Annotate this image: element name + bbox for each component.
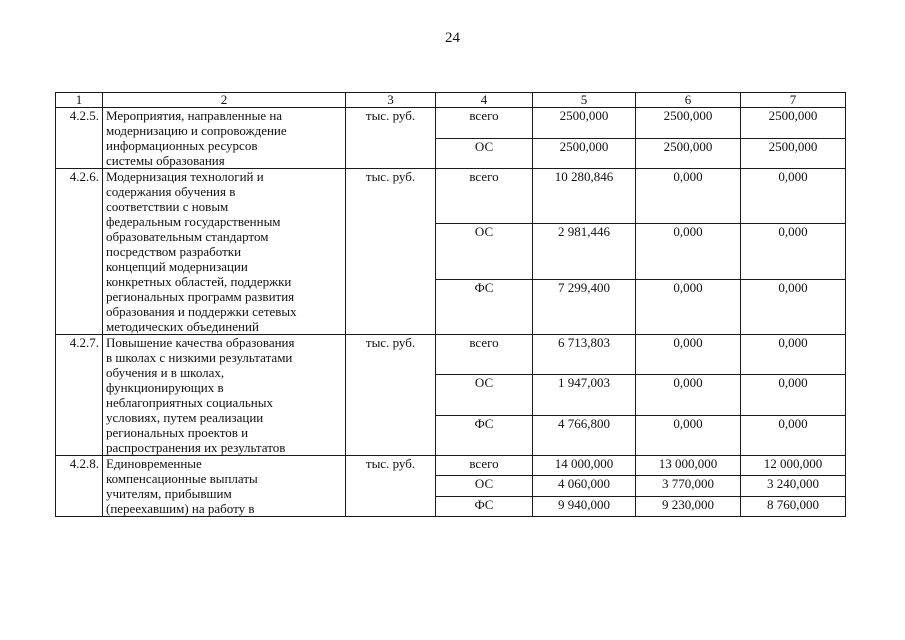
description-line: компенсационные выплаты bbox=[106, 471, 258, 486]
value-col7: 0,000 bbox=[741, 224, 846, 279]
header-cell: 3 bbox=[346, 93, 436, 108]
description-line: образования и поддержки сетевых bbox=[106, 304, 297, 319]
item-number: 4.2.7. bbox=[56, 335, 103, 456]
description-line: информационных ресурсов bbox=[106, 138, 258, 153]
value-col6: 2500,000 bbox=[636, 138, 741, 169]
value-col5: 1 947,003 bbox=[533, 375, 636, 415]
value-col5: 10 280,846 bbox=[533, 169, 636, 224]
header-cell: 6 bbox=[636, 93, 741, 108]
description-line: региональных программ развития bbox=[106, 289, 295, 304]
value-col5: 6 713,803 bbox=[533, 335, 636, 375]
value-col6: 0,000 bbox=[636, 375, 741, 415]
funding-source: всего bbox=[436, 108, 533, 139]
description-line: функционирующих в bbox=[106, 380, 224, 395]
description-line: Повышение качества образования bbox=[106, 335, 295, 350]
description-line: учителям, прибывшим bbox=[106, 486, 232, 501]
value-col7: 0,000 bbox=[741, 375, 846, 415]
description-line: Единовременные bbox=[106, 456, 202, 471]
value-col5: 2500,000 bbox=[533, 138, 636, 169]
value-col5: 2 981,446 bbox=[533, 224, 636, 279]
description-line: содержания обучения в bbox=[106, 184, 236, 199]
value-col6: 0,000 bbox=[636, 169, 741, 224]
description-line: конкретных областей, поддержки bbox=[106, 274, 292, 289]
description-line: в школах с низкими результатами bbox=[106, 350, 293, 365]
budget-table bbox=[55, 92, 846, 517]
funding-source: ОС bbox=[436, 224, 533, 279]
description-line: концепций модернизации bbox=[106, 259, 248, 274]
table-row bbox=[56, 456, 846, 476]
value-col5: 4 766,800 bbox=[533, 415, 636, 455]
value-col6: 13 000,000 bbox=[636, 456, 741, 476]
header-cell: 7 bbox=[741, 93, 846, 108]
funding-source: ФС bbox=[436, 496, 533, 516]
item-description bbox=[103, 456, 346, 517]
description-line: соответствии с новым bbox=[106, 199, 229, 214]
header-cell: 4 bbox=[436, 93, 533, 108]
funding-source: всего bbox=[436, 456, 533, 476]
funding-source: всего bbox=[436, 169, 533, 224]
value-col6: 0,000 bbox=[636, 224, 741, 279]
page-number: 24 bbox=[445, 30, 460, 46]
value-col6: 2500,000 bbox=[636, 108, 741, 139]
value-col5: 7 299,400 bbox=[533, 279, 636, 334]
table-row bbox=[56, 335, 846, 375]
header-cell: 1 bbox=[56, 93, 103, 108]
table-row bbox=[56, 169, 846, 224]
table-row bbox=[56, 108, 846, 139]
item-unit: тыс. руб. bbox=[346, 456, 436, 517]
item-description bbox=[103, 335, 346, 456]
value-col7: 2500,000 bbox=[741, 138, 846, 169]
value-col6: 0,000 bbox=[636, 335, 741, 375]
description-line: модернизацию и сопровождение bbox=[106, 123, 287, 138]
description-line: распространения их результатов bbox=[106, 440, 286, 455]
value-col7: 0,000 bbox=[741, 169, 846, 224]
value-col7: 0,000 bbox=[741, 279, 846, 334]
value-col7: 2500,000 bbox=[741, 108, 846, 139]
table-header-row bbox=[56, 93, 846, 108]
description-line: региональных проектов и bbox=[106, 425, 249, 440]
description-line: Модернизация технологий и bbox=[106, 169, 264, 184]
value-col5: 4 060,000 bbox=[533, 476, 636, 496]
item-description bbox=[103, 108, 346, 169]
value-col7: 3 240,000 bbox=[741, 476, 846, 496]
item-unit: тыс. руб. bbox=[346, 335, 436, 456]
description-line: условиях, путем реализации bbox=[106, 410, 264, 425]
value-col6: 3 770,000 bbox=[636, 476, 741, 496]
funding-source: всего bbox=[436, 335, 533, 375]
funding-source: ОС bbox=[436, 138, 533, 169]
value-col6: 0,000 bbox=[636, 279, 741, 334]
value-col7: 0,000 bbox=[741, 335, 846, 375]
description-line: (переехавшим) на работу в bbox=[106, 501, 255, 516]
funding-source: ФС bbox=[436, 279, 533, 334]
value-col5: 14 000,000 bbox=[533, 456, 636, 476]
item-number: 4.2.5. bbox=[56, 108, 103, 169]
value-col5: 2500,000 bbox=[533, 108, 636, 139]
item-unit: тыс. руб. bbox=[346, 169, 436, 335]
description-line: методических объединений bbox=[106, 319, 259, 334]
item-number: 4.2.6. bbox=[56, 169, 103, 335]
header-cell: 5 bbox=[533, 93, 636, 108]
value-col7: 0,000 bbox=[741, 415, 846, 455]
value-col7: 8 760,000 bbox=[741, 496, 846, 516]
description-line: Мероприятия, направленные на bbox=[106, 108, 283, 123]
description-line: неблагоприятных социальных bbox=[106, 395, 273, 410]
value-col6: 0,000 bbox=[636, 415, 741, 455]
value-col7: 12 000,000 bbox=[741, 456, 846, 476]
funding-source: ОС bbox=[436, 375, 533, 415]
item-description bbox=[103, 169, 346, 335]
description-line: посредством разработки bbox=[106, 244, 242, 259]
description-line: федеральным государственным bbox=[106, 214, 281, 229]
value-col6: 9 230,000 bbox=[636, 496, 741, 516]
description-line: обучения и в школах, bbox=[106, 365, 225, 380]
funding-source: ФС bbox=[436, 415, 533, 455]
funding-source: ОС bbox=[436, 476, 533, 496]
item-unit: тыс. руб. bbox=[346, 108, 436, 169]
header-cell: 2 bbox=[103, 93, 346, 108]
item-number: 4.2.8. bbox=[56, 456, 103, 517]
description-line: системы образования bbox=[106, 153, 225, 168]
value-col5: 9 940,000 bbox=[533, 496, 636, 516]
description-line: образовательным стандартом bbox=[106, 229, 269, 244]
